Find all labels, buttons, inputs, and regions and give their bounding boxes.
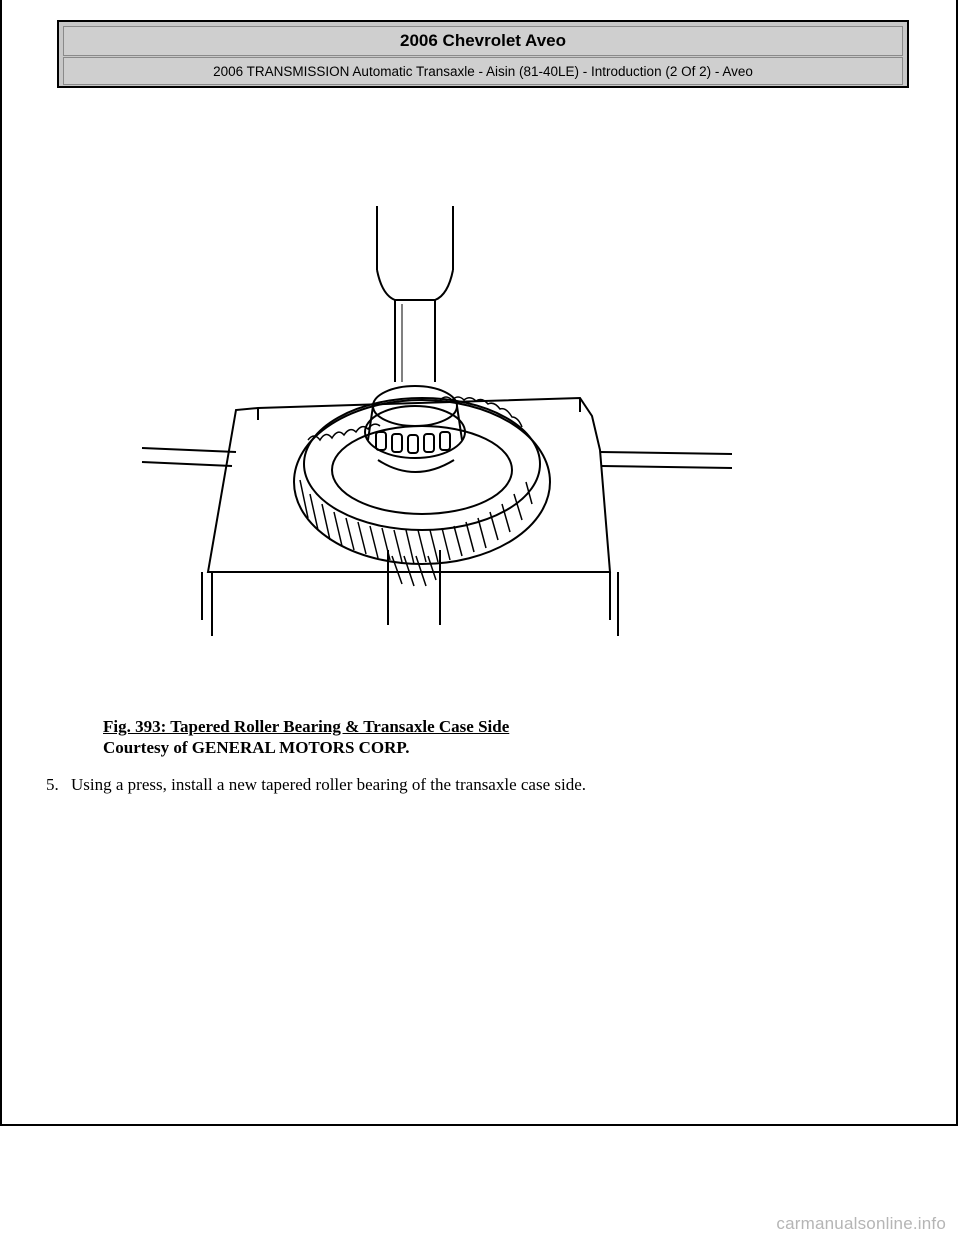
procedure-step	[46, 774, 586, 796]
bearing-press-illustration	[140, 200, 740, 640]
header-title: 2006 Chevrolet Aveo	[63, 26, 903, 56]
figure-caption	[103, 716, 509, 758]
page-footer	[0, 1128, 960, 1242]
step-text: Using a press, install a new tapered roller bearing of the transaxle case side.	[71, 775, 587, 794]
page-header	[57, 20, 909, 88]
step-number: 5.	[46, 775, 59, 794]
header-subtitle: 2006 TRANSMISSION Automatic Transaxle - Aisin (81-40LE) - Introduction (2 Of 2) - Aveo	[63, 57, 903, 85]
figure-courtesy: Courtesy of GENERAL MOTORS CORP.	[103, 738, 410, 757]
watermark-text[interactable]: carmanualsonline.info	[776, 1214, 946, 1233]
figure-title: Fig. 393: Tapered Roller Bearing & Transaxle Case Side	[103, 717, 510, 736]
